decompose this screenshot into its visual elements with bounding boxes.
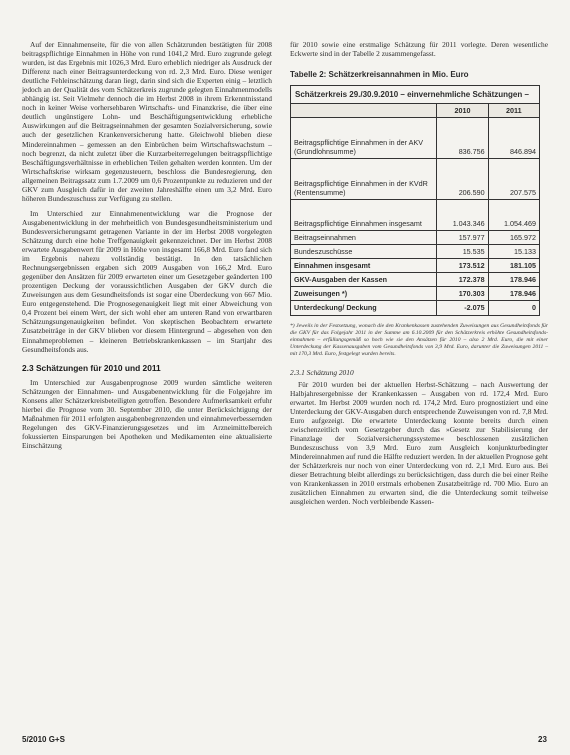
right-intro-paragraph: für 2010 sowie eine erstmalige Schätzung für 2011 vorlegte. Deren wesentliche Eckwerte sind in der Tabelle 2 zusammengefasst.: [290, 40, 548, 59]
table-row: [291, 273, 540, 287]
sub-heading: 2.3.1 Schätzung 2010: [290, 367, 354, 377]
value-2010: 1.043.346: [437, 200, 488, 231]
table-row: [291, 200, 540, 231]
value-2010: 15.535: [437, 245, 488, 259]
table-row: [291, 245, 540, 259]
table-footnote: *) Jeweils in der Festsetzung, wonach die den Krankenkassen zustehenden Zuweisungen aus Gesundheitsfonds für die GKV für das Folgejahr 2011 in der Summe am 6.10.2009 für den Schätzerkreis erhöhte Gesundheitsfonds-einnahmen – erfüllungsgemäß so hoch wie sie den Ansätzen für 2010 – also 2 Mrd. Euro, die mit einer Unterdeckung der Kassenausgaben vom Gesundheitsfonds von 3,9 Mrd. Euro, darunter die Zuweisungen 2011 – mit 170,3 Mrd. Euro, festgelegt wurden bereits.: [290, 322, 548, 357]
estimates-table: [290, 85, 540, 315]
table-row: [291, 301, 540, 315]
table-caption-row: [291, 86, 540, 104]
value-2010: 157.977: [437, 231, 488, 245]
row-label: Unterdeckung/ Deckung: [291, 301, 437, 315]
left-column: [22, 40, 272, 456]
value-2010: 172.378: [437, 273, 488, 287]
table-title: Tabelle 2: Schätzerkreisannahmen in Mio. Euro: [290, 70, 469, 80]
row-label: Beitragseinnahmen: [291, 231, 437, 245]
value-2011: 846.894: [488, 118, 539, 159]
value-2010: 170.303: [437, 287, 488, 301]
value-2011: 178.946: [488, 287, 539, 301]
body-paragraph-1: Auf der Einnahmenseite, für die von allen Schätzrunden bestätigten für 2008 beitragspflichtige Einnahmen in Höhe von rund 1041,2 Mrd. Euro zugrunde gelegt wurden, ist das Ergebnis mit 1026,3 Mrd. Euro erheblich niedriger als Ausdruck der Differenz nach einer Beitragsunterdeckung von rd. 2,3 Mrd. Euro. Diese weniger deutliche Fehleinschätzung daran liegt, darin sind sich die Experten einig – letztlich jedoch an der Qualität des vom Schätzerkreis zugrunde gelegten Einnahmenmodells abhängig ist. Seit Vielmehr dennoch die im Herbst 2008 in ihrem Erkenntnisstand noch in keiner Weise vorhersehbaren Wirtschafts- und Finanzkrise, die über eine deutlich ungünstigere Lohn- und Beschäftigungsentwicklung erhebliche Auswirkungen auf die Beitragseinnahmen der gesamten Sozialversicherung, sowie auch der gesetzlichen Krankenversicherung hatte. Gleichwohl blieben diese Mindereinnahmen – gemessen an den Einbrüchen beim Wirtschaftswachstum – noch begrenzt, da nicht zuletzt über die Kurzarbeiterregelungen beitragspflichtige Beschäftigungsverhältnisse in erheblichen Teilen gehalten werden konnten. Um der Wirtschaftskrise wirksam gegenzusteuern, beschloss die Bundesregierung, den allgemeinen Beitragssatz zum 1.7.2009 um 0,6 Prozentpunkte zu reduzieren und der GKV zum Ausgleich dafür in der zweiten Jahreshälfte einen um 3,2 Mrd. Euro höheren Bundeszuschuss zur Verfügung zu stellen.: [22, 40, 272, 203]
section-heading: 2.3 Schätzungen für 2010 und 2011: [22, 362, 161, 373]
table-header-row: [291, 104, 540, 118]
value-2011: 207.575: [488, 159, 539, 200]
row-label: Bundeszuschüsse: [291, 245, 437, 259]
row-label: Beitragspflichtige Einnahmen insgesamt: [291, 200, 437, 231]
body-paragraph-2: Im Unterschied zur Einnahmenentwicklung war die Prognose der Ausgabenentwicklung in der mehrheitlich von Bundesgesundheitsministerium und Bundesversicherungsamt getragenen Variante in der im Herbst 2008 vorgelegten Schätzung durch eine hohe Treffgenauigkeit gekennzeichnet. Der im Herbst 2008 erwartete Ausgabenwert für 2009 in Höhe von insgesamt 166,8 Mrd. Euro fand sich im Ergebnis nahezu vollständig bestätigt. In den tatsächlichen Rechnungsergebnissen ergaben sich 2009 Ausgaben von 166,2 Mrd. Euro gegenüber den Ansätzen für 2009 erwarteten einer um Gesetzgeber geänderten 100 prozentigen Deckung der voraussichtlichen Ausgaben der GKV durch die Zuweisungen aus dem Gesundheitsfonds ist sogar eine Überdeckung von 667 Mio. Euro entgegenstehend. Die Prognosegenauigkeit liegt mit einer Abweichung von 0,4 Prozent bei einem Wert, der sich wohl eher am unteren Rand von erwartbaren Schätzungsungenauigkeiten befindet. Von skeptischen Beobachtern erwartete Zusatzbeiträge in der GKV blieben vor diesem Hintergrund – abgesehen von den Einnahmeproblemen – kleineren Betriebskrankenkassen – im Startjahr des Gesundheitsfonds aus.: [22, 208, 272, 354]
value-2011: 1.054.469: [488, 200, 539, 231]
table-row: [291, 118, 540, 159]
value-2011: 165.972: [488, 231, 539, 245]
footer-page-number: 23: [538, 735, 547, 744]
value-2011: 181.105: [488, 259, 539, 273]
header-cell-blank: [291, 104, 437, 118]
section-paragraph: Im Unterschied zur Ausgabenprognose 2009 wurden sämtliche weiteren Schätzungen der Einnahmen- und Ausgabenentwicklung für die Folgejahre im Konsens aller Schätzerkreisbeteiligten getroffen. Besondere Aufmerksamkeit erfuhr hierbei die Prognose vom 30. September 2010, die unter Berücksichtigung der Maßnahmen für 2011 erfolgten ausgabenbegrenzenden und einnahmeverbessernden Regelungen des GKV-Finanzierungsgesetzes und im Arzneimittelbereich fokussierten Einsparungen bei Apotheken und Medikamenten eine aktualisierte Einschätzung: [22, 377, 272, 450]
value-2010: 206.590: [437, 159, 488, 200]
value-2011: 178.946: [488, 273, 539, 287]
table-caption: Schätzerkreis 29./30.9.2010 – einvernehmliche Schätzungen –: [291, 86, 540, 104]
sub-paragraph: Für 2010 wurden bei der aktuellen Herbst-Schätzung – nach Auswertung der Halbjahresergebnisse der Krankenkassen – Ausgaben von rd. 172,4 Mrd. Euro erwartet. Im Herbst 2009 wurden noch rd. 174,2 Mrd. Euro prognostiziert und eine Unterdeckung der GKV-Ausgaben durch entsprechende Zuweisungen von rd. 7,8 Mrd. Euro aufgezeigt. Die erwartete Unterdeckung konnte bereits durch einen zwischenzeitlich vom Gesetzgeber durch das »Gesetz zur Stabilisierung der Finanzlage der Sozialversicherungssysteme« beschlossenen zusätzlichen Bundeszuschuss von 3,9 Mrd. Euro zum Ausgleich konjunkturbedingter Mindereinnahmen auf rund die Hälfte reduziert werden. In der aktuellen Prognose geht der Schätzerkreis nur noch von einer Unterdeckung von rd. 2,1 Mrd. Euro aus. Bei dieser Betrachtung bleibt allerdings zu berücksichtigen, dass durch die bei einer Reihe von Krankenkassen in 2010 erstmals erhobenen Zusatzbeiträge rd. 700 Mio. Euro an zusätzlichen Einnahmen zu erwarten sind, die die Unterdeckung somit teilweise ausgleichen werden. Noch verbleibende Kassen-: [290, 379, 548, 507]
value-2011: 15.133: [488, 245, 539, 259]
table-row: [291, 287, 540, 301]
value-2011: 0: [488, 301, 539, 315]
header-cell-2011: 2011: [488, 104, 539, 118]
table-row: [291, 231, 540, 245]
right-column: [290, 40, 548, 512]
table-row: [291, 259, 540, 273]
row-label: Beitragspflichtige Einnahmen in der AKV (Grundlohnsumme): [291, 118, 437, 159]
footer-issue: 5/2010 G+S: [22, 735, 65, 744]
value-2010: 836.756: [437, 118, 488, 159]
row-label: Einnahmen insgesamt: [291, 259, 437, 273]
value-2010: -2.075: [437, 301, 488, 315]
row-label: Beitragspflichtige Einnahmen in der KVdR (Rentensumme): [291, 159, 437, 200]
row-label: Zuweisungen *): [291, 287, 437, 301]
value-2010: 173.512: [437, 259, 488, 273]
row-label: GKV-Ausgaben der Kassen: [291, 273, 437, 287]
header-cell-2010: 2010: [437, 104, 488, 118]
table-row: [291, 159, 540, 200]
